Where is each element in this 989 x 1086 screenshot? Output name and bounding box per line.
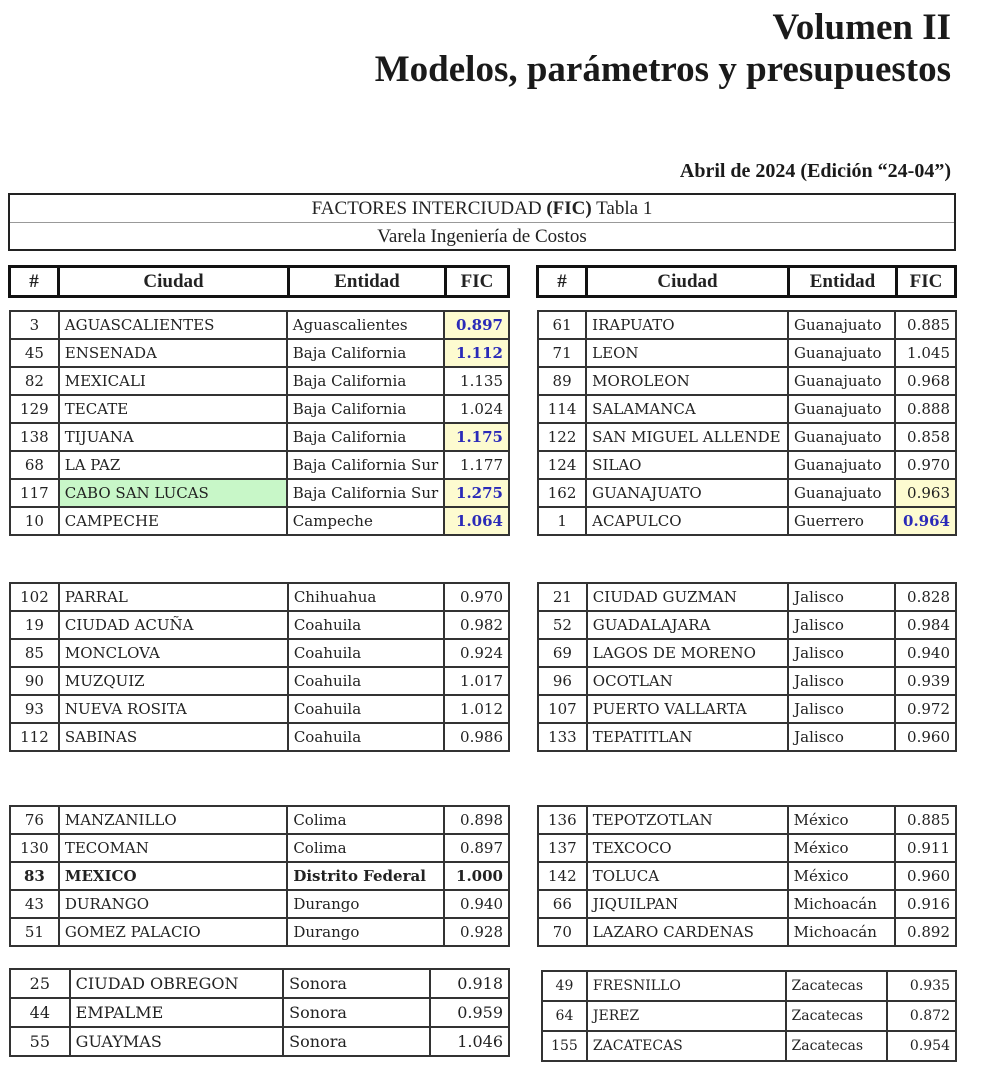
col-state: Entidad (790, 268, 898, 295)
city-number: 114 (538, 395, 586, 423)
city-name: MEXICALI (59, 367, 287, 395)
fic-value: 0.940 (444, 890, 509, 918)
fic-value: 0.872 (887, 1001, 956, 1031)
city-name: GUAYMAS (70, 1027, 284, 1056)
city-name: SILAO (586, 451, 788, 479)
city-number: 70 (538, 918, 587, 946)
fic-value: 0.940 (895, 639, 956, 667)
company-name: Varela Ingeniería de Costos (377, 226, 587, 247)
table-row (10, 969, 509, 998)
city-name: OCOTLAN (587, 667, 788, 695)
fic-value: 1.012 (444, 695, 509, 723)
city-name: CIUDAD OBREGON (70, 969, 284, 998)
city-name: TOLUCA (587, 862, 788, 890)
fic-value: 1.000 (444, 862, 509, 890)
table-row (538, 451, 956, 479)
fic-value: 0.935 (887, 971, 956, 1001)
city-number: 138 (10, 423, 59, 451)
state-name: Coahuila (288, 695, 444, 723)
fic-value: 0.970 (444, 583, 509, 611)
table-row (10, 451, 509, 479)
city-name: LEON (586, 339, 788, 367)
fic-value: 0.897 (444, 311, 509, 339)
column-header-right (536, 265, 957, 298)
city-number: 21 (538, 583, 587, 611)
fic-value: 0.892 (895, 918, 956, 946)
state-name: Jalisco (788, 611, 895, 639)
state-name: Colima (287, 806, 444, 834)
city-name: CABO SAN LUCAS (59, 479, 287, 507)
city-number: 83 (10, 862, 59, 890)
table-row (538, 423, 956, 451)
state-name: Guanajuato (788, 339, 895, 367)
city-number: 44 (10, 998, 70, 1027)
fic-value: 0.970 (895, 451, 956, 479)
city-name: SABINAS (59, 723, 288, 751)
city-number: 43 (10, 890, 59, 918)
col-city: Ciudad (588, 268, 790, 295)
col-fic: FIC (460, 271, 494, 292)
city-number: 90 (10, 667, 59, 695)
city-name: MANZANILLO (59, 806, 287, 834)
state-name: Baja California (287, 395, 444, 423)
city-number: 45 (10, 339, 59, 367)
col-city: Ciudad (60, 268, 290, 295)
state-name: Jalisco (788, 695, 895, 723)
table-row (538, 806, 956, 834)
city-name: CAMPECHE (59, 507, 287, 535)
table-row (538, 339, 956, 367)
table-row (10, 639, 509, 667)
fic-value: 0.954 (887, 1031, 956, 1061)
table-right-block-2 (537, 582, 957, 752)
table-row (10, 695, 509, 723)
city-number: 107 (538, 695, 587, 723)
col-fic: FIC (909, 271, 943, 292)
table-row (538, 479, 956, 507)
city-number: 85 (10, 639, 59, 667)
state-name: Coahuila (288, 667, 444, 695)
table-row (538, 367, 956, 395)
fic-value: 0.972 (895, 695, 956, 723)
fic-value: 0.858 (895, 423, 956, 451)
state-name: Colima (287, 834, 444, 862)
table-title-suffix: Tabla 1 (596, 198, 653, 219)
fic-value: 0.928 (444, 918, 509, 946)
state-name: Jalisco (788, 723, 895, 751)
table-right-block-4 (541, 970, 957, 1062)
city-number: 124 (538, 451, 586, 479)
city-name: TEPATITLAN (587, 723, 788, 751)
city-name: LAGOS DE MORENO (587, 639, 788, 667)
fic-value: 0.963 (895, 479, 956, 507)
fic-value: 1.017 (444, 667, 509, 695)
state-name: Michoacán (788, 918, 896, 946)
state-name: Zacatecas (786, 1031, 888, 1061)
fic-value: 0.959 (430, 998, 509, 1027)
table-row (10, 998, 509, 1027)
table-left-block-3 (9, 805, 510, 947)
city-number: 49 (542, 971, 587, 1001)
city-name: TECATE (59, 395, 287, 423)
city-name: EMPALME (70, 998, 284, 1027)
state-name: México (788, 834, 896, 862)
state-name: Guerrero (788, 507, 895, 535)
city-number: 10 (10, 507, 59, 535)
fic-value: 1.046 (430, 1027, 509, 1056)
state-name: Sonora (283, 1027, 430, 1056)
city-number: 96 (538, 667, 587, 695)
city-number: 71 (538, 339, 586, 367)
city-name: TECOMAN (59, 834, 287, 862)
city-number: 64 (542, 1001, 587, 1031)
city-number: 1 (538, 507, 586, 535)
city-name: IRAPUATO (586, 311, 788, 339)
city-number: 122 (538, 423, 586, 451)
state-name: Baja California Sur (287, 451, 444, 479)
fic-value: 1.177 (444, 451, 509, 479)
table-row (538, 311, 956, 339)
table-row (538, 890, 956, 918)
state-name: Campeche (287, 507, 444, 535)
city-number: 162 (538, 479, 586, 507)
fic-value: 0.986 (444, 723, 509, 751)
fic-value: 0.968 (895, 367, 956, 395)
city-name: TIJUANA (59, 423, 287, 451)
table-row (538, 918, 956, 946)
state-name: Jalisco (788, 639, 895, 667)
state-name: Guanajuato (788, 423, 895, 451)
fic-value: 0.911 (895, 834, 956, 862)
city-number: 133 (538, 723, 587, 751)
table-row (10, 862, 509, 890)
table-row (538, 723, 956, 751)
table-row (10, 583, 509, 611)
city-number: 19 (10, 611, 59, 639)
table-left-block-1 (9, 310, 510, 536)
state-name: Durango (287, 890, 444, 918)
table-row (542, 1001, 956, 1031)
city-number: 136 (538, 806, 587, 834)
state-name: Sonora (283, 969, 430, 998)
state-name: Guanajuato (788, 395, 895, 423)
state-name: Aguascalientes (287, 311, 444, 339)
col-state: Entidad (290, 268, 447, 295)
state-name: Guanajuato (788, 479, 895, 507)
fic-value: 1.175 (444, 423, 509, 451)
table-row (10, 395, 509, 423)
table-row (10, 890, 509, 918)
table-row (10, 507, 509, 535)
fic-value: 0.982 (444, 611, 509, 639)
state-name: Durango (287, 918, 444, 946)
city-name: GUANAJUATO (586, 479, 788, 507)
table-row (538, 695, 956, 723)
city-number: 129 (10, 395, 59, 423)
city-name: MEXICO (59, 862, 287, 890)
city-number: 55 (10, 1027, 70, 1056)
fic-value: 1.275 (444, 479, 509, 507)
city-number: 82 (10, 367, 59, 395)
state-name: Coahuila (288, 723, 444, 751)
col-num: # (539, 268, 588, 295)
city-name: NUEVA ROSITA (59, 695, 288, 723)
table-row (538, 395, 956, 423)
fic-value: 0.964 (895, 507, 956, 535)
volume-subtitle: Modelos, parámetros y presupuestos (374, 49, 951, 90)
fic-value: 0.924 (444, 639, 509, 667)
fic-value: 0.960 (895, 723, 956, 751)
state-name: Zacatecas (786, 1001, 888, 1031)
city-name: JEREZ (587, 1001, 786, 1031)
city-name: SAN MIGUEL ALLENDE (586, 423, 788, 451)
fic-value: 0.828 (895, 583, 956, 611)
city-name: CIUDAD ACUÑA (59, 611, 288, 639)
city-number: 93 (10, 695, 59, 723)
city-number: 117 (10, 479, 59, 507)
state-name: Michoacán (788, 890, 896, 918)
city-number: 69 (538, 639, 587, 667)
city-number: 130 (10, 834, 59, 862)
table-title (10, 195, 954, 223)
table-right-block-1 (537, 310, 957, 536)
city-number: 142 (538, 862, 587, 890)
table-row (542, 971, 956, 1001)
table-row (538, 507, 956, 535)
city-name: LAZARO CARDENAS (587, 918, 788, 946)
table-row (10, 806, 509, 834)
table-row (10, 1027, 509, 1056)
city-name: FRESNILLO (587, 971, 786, 1001)
city-name: AGUASCALIENTES (59, 311, 287, 339)
table-row (538, 834, 956, 862)
fic-value: 1.135 (444, 367, 509, 395)
table-row (10, 834, 509, 862)
table-title-prefix: FACTORES INTERCIUDAD (311, 198, 542, 219)
city-name: MUZQUIZ (59, 667, 288, 695)
fic-value: 1.064 (444, 507, 509, 535)
city-number: 3 (10, 311, 59, 339)
table-row (10, 423, 509, 451)
city-name: ENSENADA (59, 339, 287, 367)
fic-value: 0.916 (895, 890, 956, 918)
state-name: Baja California Sur (287, 479, 444, 507)
fic-value: 0.888 (895, 395, 956, 423)
state-name: Guanajuato (788, 367, 895, 395)
table-banner (8, 193, 956, 251)
city-name: PARRAL (59, 583, 288, 611)
fic-value: 1.024 (444, 395, 509, 423)
city-number: 89 (538, 367, 586, 395)
state-name: Jalisco (788, 583, 895, 611)
state-name: Coahuila (288, 639, 444, 667)
state-name: México (788, 806, 896, 834)
fic-value: 0.918 (430, 969, 509, 998)
table-row (10, 479, 509, 507)
city-name: GOMEZ PALACIO (59, 918, 287, 946)
city-name: JIQUILPAN (587, 890, 788, 918)
table-right-block-3 (537, 805, 957, 947)
state-name: Baja California (287, 423, 444, 451)
state-name: México (788, 862, 896, 890)
state-name: Baja California (287, 367, 444, 395)
city-name: GUADALAJARA (587, 611, 788, 639)
table-row (10, 918, 509, 946)
city-name: DURANGO (59, 890, 287, 918)
city-number: 137 (538, 834, 587, 862)
state-name: Guanajuato (788, 451, 895, 479)
table-row (538, 611, 956, 639)
city-number: 51 (10, 918, 59, 946)
city-name: MOROLEON (586, 367, 788, 395)
fic-value: 0.960 (895, 862, 956, 890)
table-row (538, 862, 956, 890)
city-number: 68 (10, 451, 59, 479)
fic-value: 0.898 (444, 806, 509, 834)
table-row (10, 667, 509, 695)
fic-value: 0.939 (895, 667, 956, 695)
state-name: Distrito Federal (287, 862, 444, 890)
fic-value: 1.045 (895, 339, 956, 367)
city-name: PUERTO VALLARTA (587, 695, 788, 723)
city-number: 25 (10, 969, 70, 998)
state-name: Sonora (283, 998, 430, 1027)
city-name: TEXCOCO (587, 834, 788, 862)
city-number: 76 (10, 806, 59, 834)
city-number: 112 (10, 723, 59, 751)
state-name: Jalisco (788, 667, 895, 695)
table-row (10, 611, 509, 639)
volume-title: Volumen II (772, 7, 951, 48)
city-name: ZACATECAS (587, 1031, 786, 1061)
state-name: Baja California (287, 339, 444, 367)
table-row (10, 339, 509, 367)
state-name: Chihuahua (288, 583, 444, 611)
city-number: 155 (542, 1031, 587, 1061)
city-name: TEPOTZOTLAN (587, 806, 788, 834)
table-row (10, 723, 509, 751)
edition-date: Abril de 2024 (Edición “24-04”) (679, 160, 951, 182)
fic-value: 0.885 (895, 311, 956, 339)
state-name: Zacatecas (786, 971, 888, 1001)
table-left-block-4 (9, 968, 510, 1057)
col-num: # (11, 268, 60, 295)
fic-value: 0.885 (895, 806, 956, 834)
table-row (538, 667, 956, 695)
fic-value: 1.112 (444, 339, 509, 367)
city-name: MONCLOVA (59, 639, 288, 667)
city-number: 66 (538, 890, 587, 918)
table-row (538, 639, 956, 667)
fic-value: 0.897 (444, 834, 509, 862)
city-number: 102 (10, 583, 59, 611)
state-name: Guanajuato (788, 311, 895, 339)
city-name: SALAMANCA (586, 395, 788, 423)
table-row (10, 311, 509, 339)
city-name: ACAPULCO (586, 507, 788, 535)
table-row (542, 1031, 956, 1061)
column-header-left (8, 265, 510, 298)
state-name: Coahuila (288, 611, 444, 639)
fic-value: 0.984 (895, 611, 956, 639)
table-left-block-2 (9, 582, 510, 752)
table-title-bold: (FIC) (546, 198, 592, 219)
city-number: 52 (538, 611, 587, 639)
table-row (538, 583, 956, 611)
city-name: CIUDAD GUZMAN (587, 583, 788, 611)
city-name: LA PAZ (59, 451, 287, 479)
table-row (10, 367, 509, 395)
city-number: 61 (538, 311, 586, 339)
